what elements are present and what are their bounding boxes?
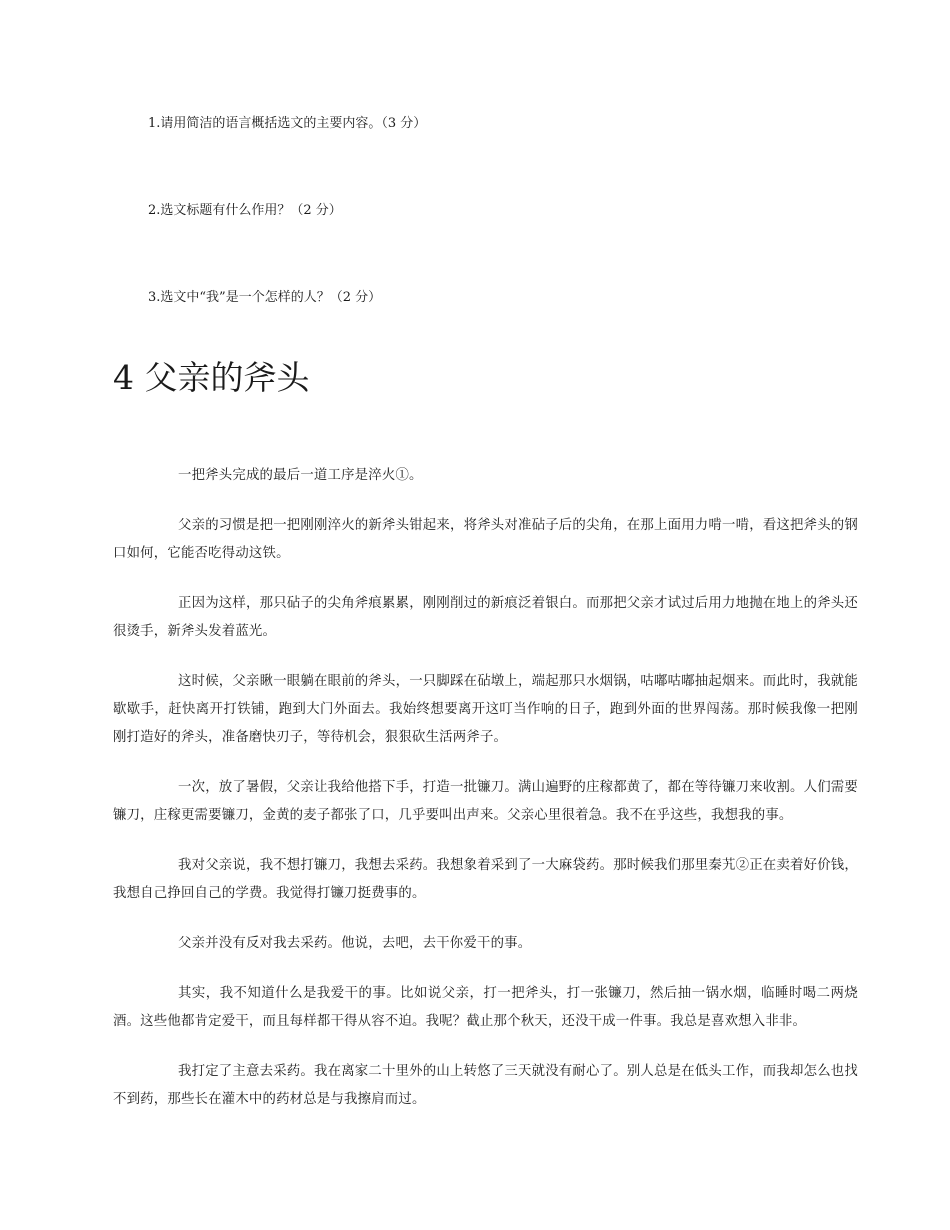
- paragraph: 父亲的习惯是把一把刚刚淬火的新斧头钳起来，将斧头对准砧子后的尖角，在那上面用力啃一啃，看这把斧头的钢口如何，它能否吃得动这铁。: [113, 518, 858, 561]
- question-3: 3.选文中“我”是一个怎样的人？（2 分）: [148, 290, 382, 305]
- paragraph: 我对父亲说，我不想打镰刀，我想去采药。我想象着采到了一大麻袋药。那时候我们那里秦艽②正在卖着好价钱，我想自己挣回自己的学费。我觉得打镰刀挺费事的。: [113, 858, 858, 901]
- article-body: [113, 462, 858, 1136]
- paragraph: 我打定了主意去采药。我在离家二十里外的山上转悠了三天就没有耐心了。别人总是在低头工作，而我却怎么也找不到药，那些长在灌木中的药材总是与我擦肩而过。: [113, 1064, 858, 1107]
- paragraph: 这时候，父亲瞅一眼躺在眼前的斧头，一只脚踩在砧墩上，端起那只水烟锅，咕嘟咕嘟抽起烟来。而此时，我就能歇歇手，赶快离开打铁铺，跑到大门外面去。我始终想要离开这叮当作响的日子，跑到外面的世界闯荡。那时候我像一把刚刚打造好的斧头，准备磨快刃子，等待机会，狠狠砍生活两斧子。: [113, 674, 858, 745]
- question-1: 1.请用简洁的语言概括选文的主要内容。（3 分）: [148, 116, 427, 131]
- article-title: 4 父亲的斧头: [113, 358, 310, 397]
- paragraph: 正因为这样，那只砧子的尖角斧痕累累，刚刚削过的新痕泛着银白。而那把父亲才试过后用力地抛在地上的斧头还很烫手，新斧头发着蓝光。: [113, 596, 858, 639]
- question-2: 2.选文标题有什么作用？（2 分）: [148, 203, 342, 218]
- paragraph: 一次，放了暑假，父亲让我给他搭下手，打造一批镰刀。满山遍野的庄稼都黄了，都在等待镰刀来收割。人们需要镰刀，庄稼更需要镰刀，金黄的麦子都张了口，几乎要叫出声来。父亲心里很着急。我不在乎这些，我想我的事。: [113, 780, 858, 823]
- paragraph: 父亲并没有反对我去采药。他说，去吧，去干你爱干的事。: [178, 936, 532, 951]
- paragraph: 其实，我不知道什么是我爱干的事。比如说父亲，打一把斧头，打一张镰刀，然后抽一锅水烟，临睡时喝二两烧酒。这些他都肯定爱干，而且每样都干得从容不迫。我呢？截止那个秋天，还没干成一件事。我总是喜欢想入非非。: [113, 986, 858, 1029]
- paragraph: 一把斧头完成的最后一道工序是淬火①。: [178, 468, 423, 483]
